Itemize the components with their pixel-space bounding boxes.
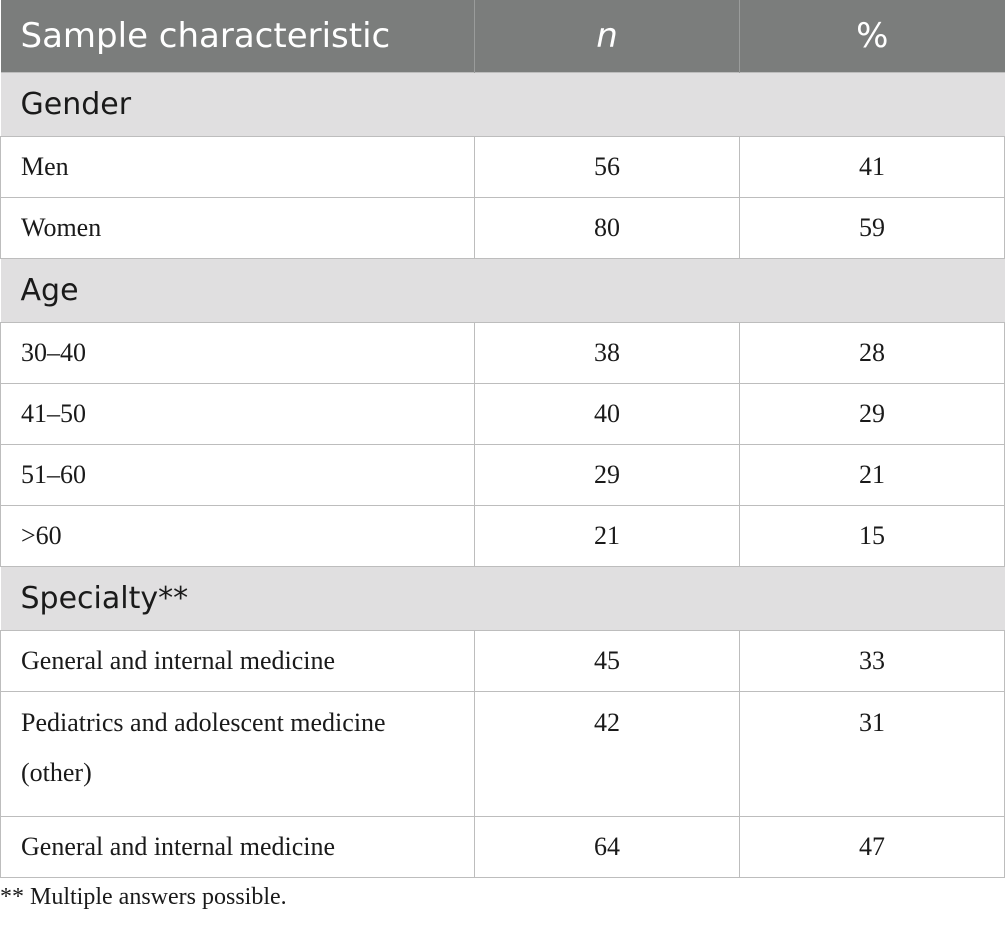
row-label: General and internal medicine	[1, 817, 475, 878]
row-label: General and internal medicine	[1, 631, 475, 692]
row-percent: 29	[740, 384, 1005, 445]
section-title: Specialty**	[1, 567, 1005, 631]
row-n: 29	[475, 445, 740, 506]
table-row	[1, 198, 1005, 259]
row-percent: 21	[740, 445, 1005, 506]
row-n: 45	[475, 631, 740, 692]
table-row	[1, 506, 1005, 567]
table-row	[1, 384, 1005, 445]
row-label: Women	[1, 198, 475, 259]
table-row	[1, 817, 1005, 878]
row-label: 51–60	[1, 445, 475, 506]
row-percent: 28	[740, 323, 1005, 384]
row-n: 56	[475, 137, 740, 198]
header-sample-characteristic: Sample characteristic	[1, 0, 475, 73]
row-percent: 59	[740, 198, 1005, 259]
section-row-gender	[1, 73, 1005, 137]
header-percent: %	[740, 0, 1005, 73]
section-title: Age	[1, 259, 1005, 323]
row-label: 30–40	[1, 323, 475, 384]
row-n: 80	[475, 198, 740, 259]
row-percent: 41	[740, 137, 1005, 198]
row-label: >60	[1, 506, 475, 567]
row-n: 42	[475, 692, 740, 817]
row-n: 21	[475, 506, 740, 567]
row-label: Men	[1, 137, 475, 198]
table-row	[1, 323, 1005, 384]
row-n: 64	[475, 817, 740, 878]
table-row	[1, 445, 1005, 506]
row-percent: 15	[740, 506, 1005, 567]
row-percent: 31	[740, 692, 1005, 817]
section-row-age	[1, 259, 1005, 323]
table-row	[1, 137, 1005, 198]
row-n: 38	[475, 323, 740, 384]
table-footnote: ** Multiple answers possible.	[0, 884, 287, 910]
row-label: Pediatrics and adolescent medicine (other)	[1, 692, 475, 817]
section-row-specialty	[1, 567, 1005, 631]
section-title: Gender	[1, 73, 1005, 137]
row-percent: 33	[740, 631, 1005, 692]
table-row	[1, 692, 1005, 817]
header-n: n	[475, 0, 740, 73]
table-header-row	[1, 0, 1005, 73]
row-label: 41–50	[1, 384, 475, 445]
table-row	[1, 631, 1005, 692]
row-percent: 47	[740, 817, 1005, 878]
row-n: 40	[475, 384, 740, 445]
